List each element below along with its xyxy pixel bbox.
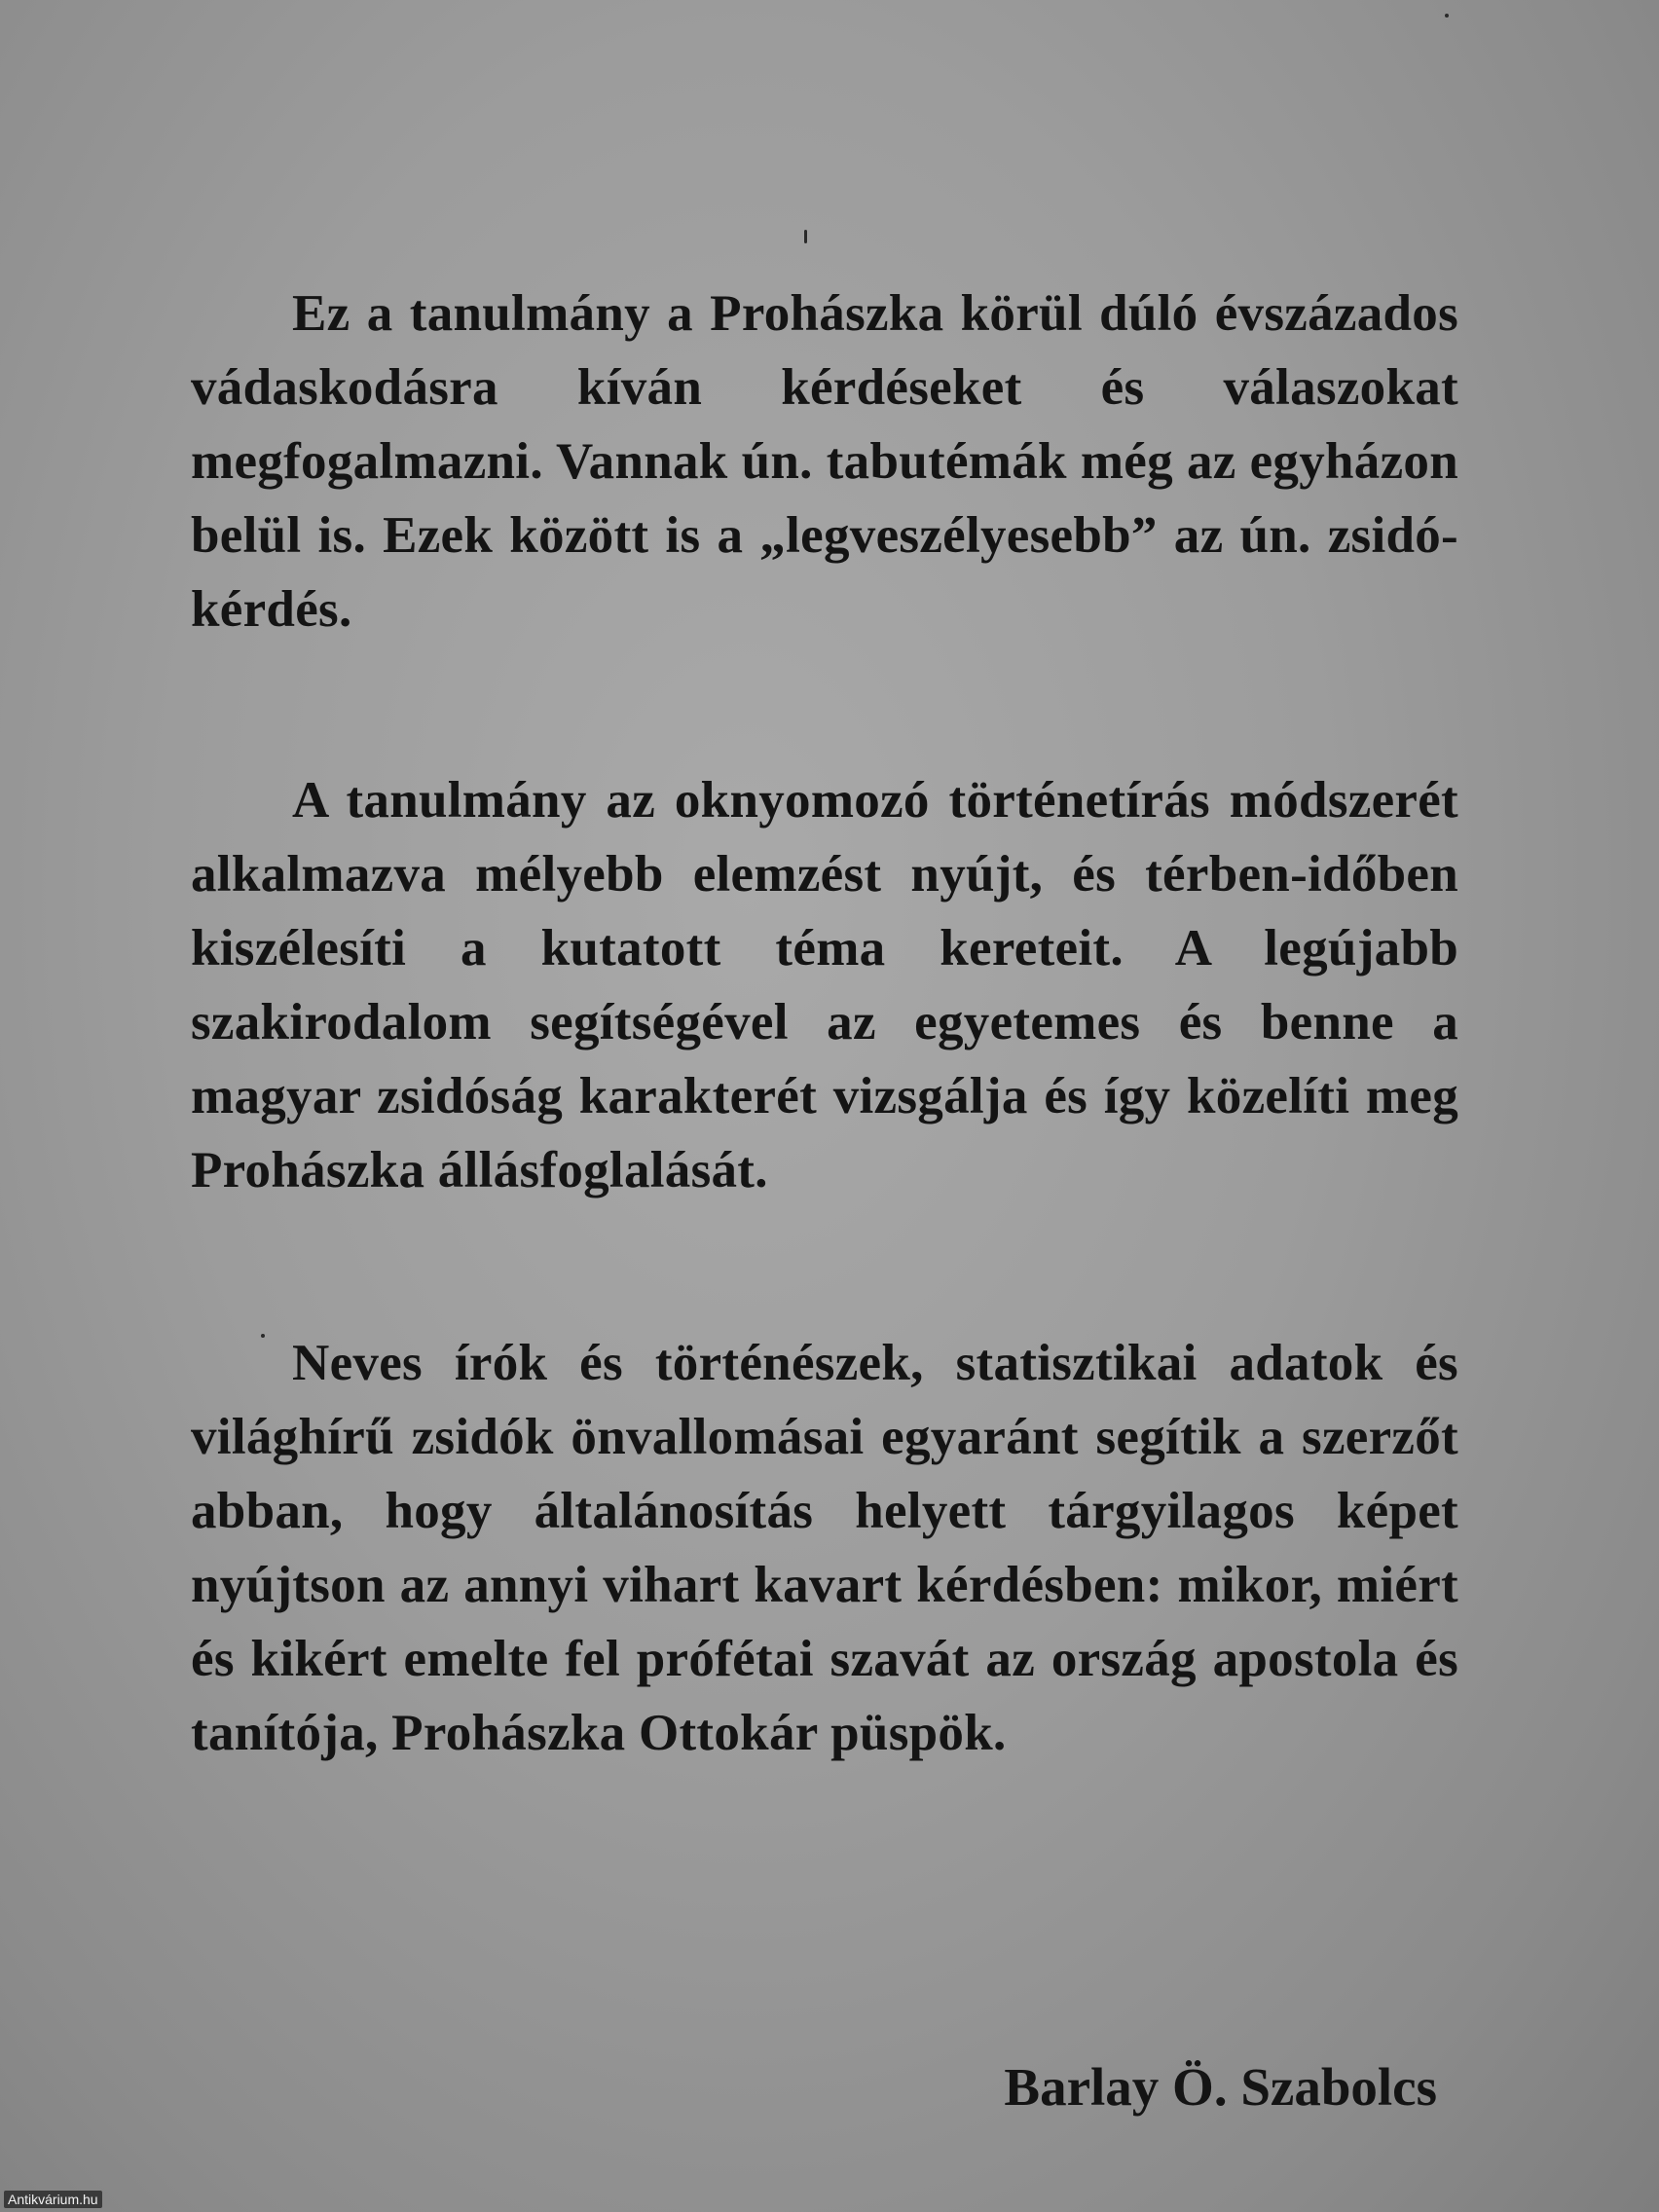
paragraph-3: Neves írók és történészek, statisztikai adatok és világhírű zsidók önvallomásai egyaránt segítik a szerzőt abban, hogy általánosítás helyett tárgyilagos képet nyújtson az annyi vihart kavart kérdésben: mikor, miért és kikért emelte fel prófétai szavát az ország apostola és tanítója, Prohászka Ottokár püspök. (191, 1335, 1458, 1761)
dust-speck (1445, 14, 1449, 18)
dust-speck (804, 230, 807, 243)
paragraph-1: Ez a tanulmány a Prohászka körül dúló évszázados vádaskodásra kíván kérdéseket és válaszokat megfogalmazni. Vannak ún. tabutémák még az egyházon belül is. Ezek között is a „legveszélyesebb” az ún. zsidó-kérdés. (191, 285, 1458, 638)
watermark-logo: Antikvárium.hu (4, 2191, 102, 2208)
paragraph-2: A tanulmány az oknyomozó történetírás módszerét alkalmazva mélyebb elemzést nyújt, és térben-időben kiszélesíti a kutatott téma kereteit. A legújabb szakirodalom segítségével az egyetemes és benne a magyar zsidóság karakterét vizsgálja és így közelíti meg Prohászka állásfoglalását. (191, 772, 1458, 1198)
author-signature: Barlay Ö. Szabolcs (1004, 2057, 1437, 2117)
dust-speck (261, 1334, 265, 1338)
